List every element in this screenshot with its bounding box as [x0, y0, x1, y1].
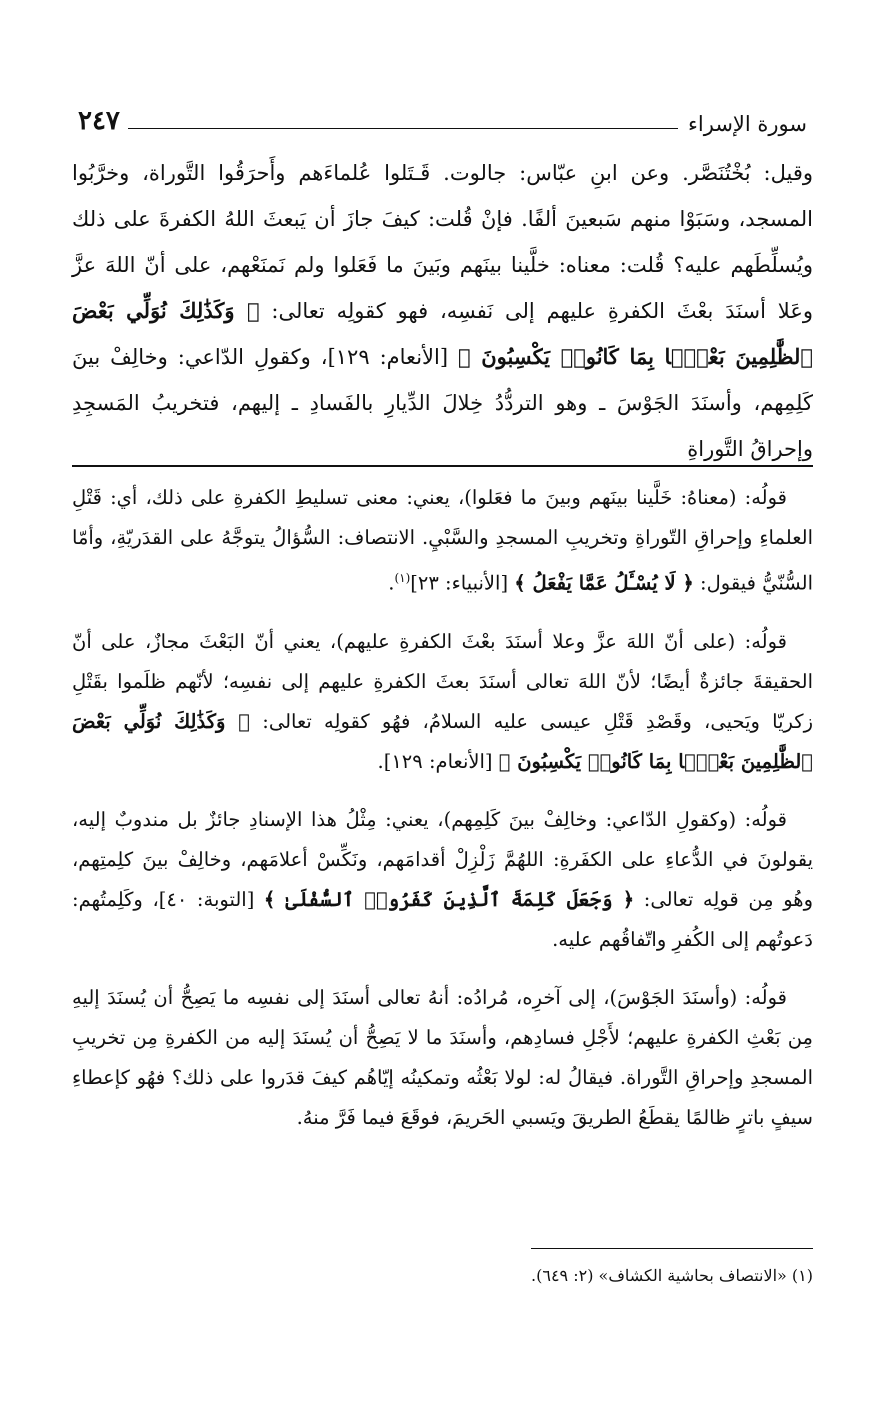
surah-title: سورة الإسراء [688, 112, 807, 136]
quran-verse: ﴿ وَجَعَلَ كَلِمَةَ ٱلَّذِينَ كَفَرُوا۟ ٱلسُّفْلَىٰ ﴾ [263, 887, 635, 911]
main-paragraph [72, 150, 813, 472]
quran-verse: ﴿ وَكَذَٰلِكَ نُوَلِّي بَعْضَ ٱلظَّٰلِمِينَ بَعْضًۢا بِمَا كَانُوا۟ يَكْسِبُونَ ﴾ [72, 709, 813, 773]
page-number: ٢٤٧ [78, 106, 120, 136]
header-rule [128, 128, 678, 129]
main-text-body: وقيل: بُخْتُنَصَّر. وعن ابنِ عبّاس: جالوت. قَـتَلوا عُلماءَهم وأَحرَقُوا التَّوراة، وخرَّبُوا المسجد، وسَبَوْا منهم سَبعينَ ألفًا. فإنْ قُلت: كيفَ جازَ أن يَبعثَ اللهُ الكفرةَ على ذلك ويُسلِّطَهم عليه؟ قُلت: معناه: خلَّينا بينَهم وبَينَ ما فَعَلوا ولم نَمنَعْهم، على أنّ اللهَ عزَّ وعَلا أسنَدَ بعْثَ الكفرةِ عليهم إلى نَفسِه، فهو كقولِه تعالى: [72, 161, 814, 323]
gloss-paragraph: قولُه: (معناهُ: خَلَّينا بينَهم وبينَ ما فعَلوا)، يعني: معنى تسليطِ الكفرةِ على ذلك، أي: قَتْلِ العلماءِ وإحراقِ التّوراةِ وتخريبِ المسجدِ والسَّبْيِ. الانتصاف: السُّؤالُ يتوجَّهُ على القدَريّةِ، وأمّا السُّنّيُّ فيقول: ﴿ لَا يُسْـَٔلُ عَمَّا يَفْعَلُ ﴾ [الأنبياء: ٢٣]$^{(١)}$. [72, 486, 813, 595]
gloss-text: قولُه: (وأسنَدَ الجَوْسَ)، إلى آخرِه، مُرادُه: أنهُ تعالى أسنَدَ إلى نفسِه ما يَصِحُّ أن يُسنَدَ إليهِ مِن بَعْثِ الكفرةِ عليهم؛ لأَجْلِ فسادِهم، وأسنَدَ ما لا يَصِحُّ أن يُسنَدَ إليه من الكفرةِ مِن تخريبِ المسجدِ وإحراقِ التَّوراة. فيقالُ له: لولا بَعْثُه وتمكينُه إيّاهُم كيفَ قدَروا على ذلك؟ فهُو كإعطاءِ سيفٍ باترٍ ظالمًا يقطَعُ الطريقَ ويَسبي الحَريمَ، فوقَعَ فيما فَرَّ منهُ. [72, 985, 813, 1129]
gloss-paragraph [72, 622, 813, 782]
gloss-paragraph [72, 978, 813, 1138]
verse-reference: [التوبة: ٤٠]، وكَلِمتُهم: دَعوتُهم إلى الكُفرِ واتّفاقُهم عليه. [72, 887, 813, 951]
gloss-paragraph [72, 800, 813, 960]
quran-verse: ﴿ لَا يُسْـَٔلُ عَمَّا يَفْعَلُ ﴾ [514, 571, 694, 595]
verse-reference: [الأنبياء: ٢٣] [410, 571, 509, 595]
gloss-text: قولُه: (معناهُ: خَلَّينا بينَهم وبينَ ما فعَلوا)، يعني: معنى تسليطِ الكفرةِ على ذلك، أي: قَتْلِ العلماءِ وإحراقِ التّوراةِ وتخريبِ المسجدِ والسَّبْيِ. الانتصاف: السُّؤالُ يتوجَّهُ على القدَريّةِ، وأمّا السُّنّيُّ فيقول: [72, 486, 813, 595]
footnote: (١) «الانتصاف بحاشية الكشاف» (٢: ٦٤٩). [531, 1266, 813, 1285]
quran-verse: ﴿ وَكَذَٰلِكَ نُوَلِّي بَعْضَ ٱلظَّٰلِمِينَ بَعْضًۢا بِمَا كَانُوا۟ يَكْسِبُونَ ﴾ [72, 298, 813, 369]
main-commentary-text [72, 150, 813, 472]
gloss-text: قولُه: (على أنّ اللهَ عزَّ وعلا أسنَدَ بعْثَ الكفرةِ عليهم)، يعني أنّ البَعْثَ مجازٌ، على أنّ الحقيقةَ جائزةٌ أيضًا؛ لأنّ اللهَ تعالى أسنَدَ بعثَ الكفرةِ عليهم إلى نفسِه؛ لأنّهم ظلَموا بقَتْلِ زكريّا ويَحيى، وقَصْدِ قَتْلِ عيسى عليه السلامُ، فهُو كقولِه تعالى: [72, 629, 814, 733]
gloss-commentary [72, 478, 813, 1156]
running-header [78, 96, 807, 136]
section-divider [72, 465, 813, 467]
verse-reference: [الأنعام: ١٢٩]. [377, 749, 493, 773]
main-text-continuation: [الأنعام: ١٢٩]، وكقولِ الدّاعي: وخالِفْ بينَ كَلِمِهم، وأسنَدَ الجَوْسَ ـ وهو التردُّدُ خِلالَ الدِّيارِ بالفَسادِ ـ إليهم، فتخريبُ المَسجِدِ وإحراقُ التَّوراةِ [72, 345, 813, 461]
footnote-rule [531, 1248, 813, 1249]
gloss-text: قولُه: (وكقولِ الدّاعي: وخالِفْ بينَ كَلِمِهم)، يعني: مِثْلُ هذا الإسنادِ جائزٌ بل مندوبٌ إليه، يقولونَ في الدُّعاءِ على الكفَرةِ: اللهُمَّ زَلْزِلْ أقدامَهم، ونَكِّسْ أعلامَهم، وخالِفْ بينَ كلِمتِهم، وهُو مِن قولِه تعالى: [72, 807, 814, 911]
footnote-marker: (١) [394, 571, 411, 585]
